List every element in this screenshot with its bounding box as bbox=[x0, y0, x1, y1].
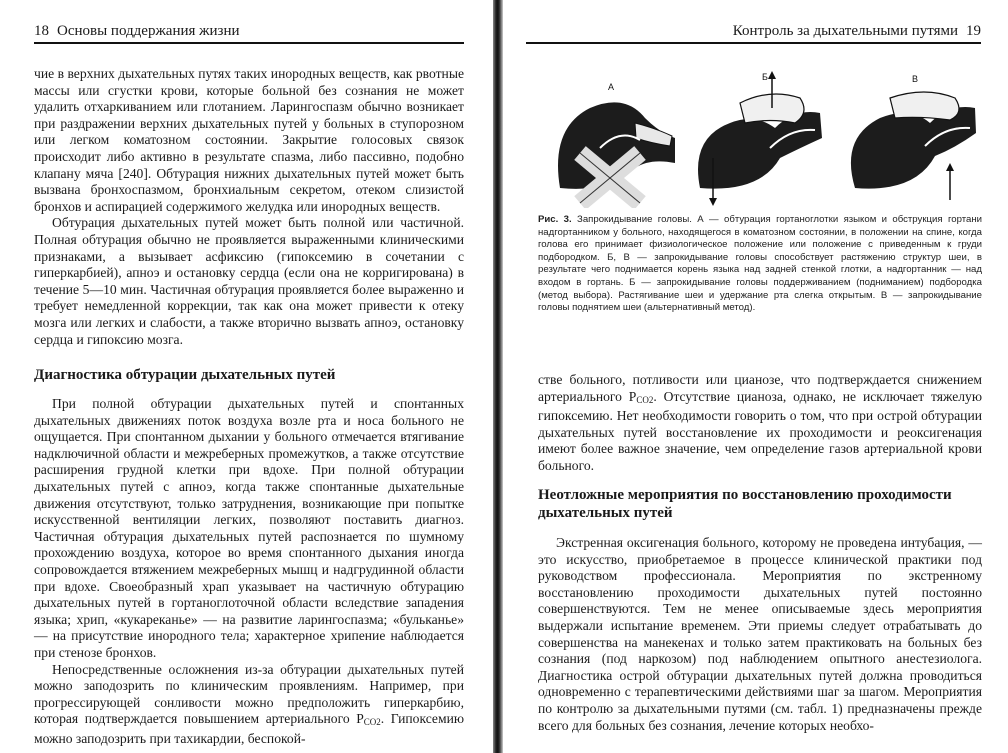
left-text-block-2 bbox=[34, 396, 464, 747]
right-running-head bbox=[526, 20, 981, 44]
left-page bbox=[0, 0, 490, 753]
left-paragraph-4 bbox=[34, 662, 464, 748]
figure-caption bbox=[538, 214, 982, 315]
right-paragraph-1-start: стве больного, потливости или цианозе, что подтверждается снижением артериального P bbox=[538, 372, 982, 404]
left-paragraph-4-end: . Гипоксемию можно заподозрить при тахикардии, беспокой- bbox=[34, 711, 464, 746]
left-running-head bbox=[34, 20, 464, 44]
figure-label-c: В bbox=[912, 74, 919, 84]
right-page-number: 19 bbox=[966, 23, 981, 39]
right-text-block-2 bbox=[538, 535, 982, 734]
figure-head-tilt bbox=[540, 68, 980, 208]
right-paragraph-1-end: . Отсутствие цианоза, однако, не исключает тяжелую гипоксемию. Нет необходимости говорить о том, что при острой обтурации дыхательных путей восстановление их проходимости и реоксигенация имеют более важное значение, чем определение газов артериальной крови больного. bbox=[538, 388, 982, 473]
right-paragraph-1 bbox=[538, 372, 982, 475]
left-page-number: 18 bbox=[34, 23, 49, 39]
figure-label-b: Б bbox=[762, 72, 768, 82]
figure-panel-c bbox=[851, 74, 976, 200]
left-paragraph-2: Обтурация дыхательных путей может быть полной или частичной. Полная обтурация обычно не проявляется выраженными клиническими признаками, а вызывает асфиксию (гипоксемию в сочетании с гиперкарбией), апноэ и остановку сердца (если она не корригирована) в течение 5—10 мин. Частичная обтурация проявляется более выраженно и требует немедленной коррекции, так как она может привести к отеку мозга или легких и слабости, а также вторично вызвать апноэ, остановку сердца и гипоксию мозга. bbox=[34, 215, 464, 347]
figure-caption-text: Запрокидывание головы. А — обтурация гортаноглотки языком и обструкция гортани надгортанником у больного, находящегося в коматозном состоянии, в положении на спине, когда голова его принимает физиологическое положение или положение с приведенным к груди подбородком. Б, В — запрокидывание головы способствует растяжению структур шеи, в результате чего поднимается корень языка над задней стенкой глотки, а надгортанник — над входом в гортань. Б — запрокидывание головы поддерживанием (подниманием) подбородка (метод выбора). Растягивание шеи и удержание рта слегка открытым. В — запрокидывание головы поднятием шеи (альтернативный метод). bbox=[538, 214, 982, 314]
left-paragraph-4-subscript: CO2 bbox=[363, 717, 381, 728]
right-running-title: Контроль за дыхательными путями bbox=[732, 23, 958, 39]
left-paragraph-3: При полной обтурации дыхательных путей и спонтанных дыхательных движениях поток воздуха возле рта и носа больного не ощущается. При спонтанном дыхании у больного отмечается втягивание надключичной области и межреберных промежутков, а также отсутствие расширения грудной клетки при вдохе. При полной обтурации дыхательных путей с апноэ, когда также спонтанные дыхательные движения отсутствуют, только затруднения, возникающие при попытке искусственной вентиляции легких, позволяют поставить диагноз. Частичная обтурация дыхательных путей распознается по шумному прохождению воздуха, которое во время спонтанного дыхания иногда сопровождается втяжением межреберных мышц и надгрудинной области при вдохе. Своеобразный храп указывает на частичную обтурацию дыхательных путей в гортаноглоточной области вследствие западения языка; хрип, «кукареканье» — на развитие ларингоспазма; «бульканье» — на присутствие инородного тела; характерное хрипение наблюдается при стенозе бронхов. bbox=[34, 396, 464, 660]
right-text-block-1 bbox=[538, 372, 982, 475]
left-section-heading: Диагностика обтурации дыхательных путей bbox=[34, 367, 336, 383]
right-page bbox=[510, 0, 1008, 753]
left-paragraph-1: чие в верхних дыхательных путях таких инородных веществ, как рвотные массы или сгустки крови, которые больной без сознания не может удалить отхаркиванием или глотанием. Ларингоспазм обычно возникает при раздражении верхних дыхательных путей у больных в ступорозном или легком коматозном состоянии. Закрытие голосовых связок происходит либо активно в результате спазма, либо пассивно, подобно клапану мяча [240]. Обтурация нижних дыхательных путей может быть вызвана бронхоспазмом, бронхиальным секретом, отеком слизистой бронхов и аспирацией содержимого желудка или инородных веществ. bbox=[34, 66, 464, 214]
right-paragraph-2: Экстренная оксигенация больного, которому не проведена интубация, — это искусство, приобретаемое в процессе клинической практики под руководством профессионала. Мероприятия по экстренному восстановлению проходимости дыхательных путей постоянно совершенствуются. Тем не менее описываемые здесь мероприятия выдержали испытание временем. Эти приемы следует отрабатывать до совершенства на манекенах и только затем практиковать на больных без сознания (под наркозом) под наблюдением опытного анестезиолога. Диагностика острой обтурации дыхательных путей должна проводиться одновременно с терапевтическими действиями шаг за шагом. Мероприятия по контролю за дыхательными путями (см. табл. 1) предназначены прежде всего для больных без сознания, лечение которых необхо- bbox=[538, 535, 982, 733]
book-spine bbox=[493, 0, 503, 753]
figure-panel-a bbox=[542, 78, 677, 203]
left-text-block-1 bbox=[34, 66, 464, 348]
figure-illustration bbox=[540, 68, 980, 208]
left-running-title: Основы поддержания жизни bbox=[57, 23, 240, 39]
figure-panel-b bbox=[698, 71, 822, 206]
left-paragraph-4-start: Непосредственные осложнения из-за обтурации дыхательных путей можно заподозрить по клиническим проявлениям. Например, при прогрессирующей сонливости можно предположить гиперкарбию, которая подтверждается повышением артериального P bbox=[34, 661, 464, 727]
right-paragraph-1-subscript: CO2 bbox=[636, 394, 654, 405]
right-section-heading: Неотложные мероприятия по восстановлению проходимости дыхательных путей bbox=[538, 487, 952, 521]
figure-caption-label: Рис. 3. bbox=[538, 214, 572, 225]
figure-label-a: А bbox=[608, 82, 615, 92]
